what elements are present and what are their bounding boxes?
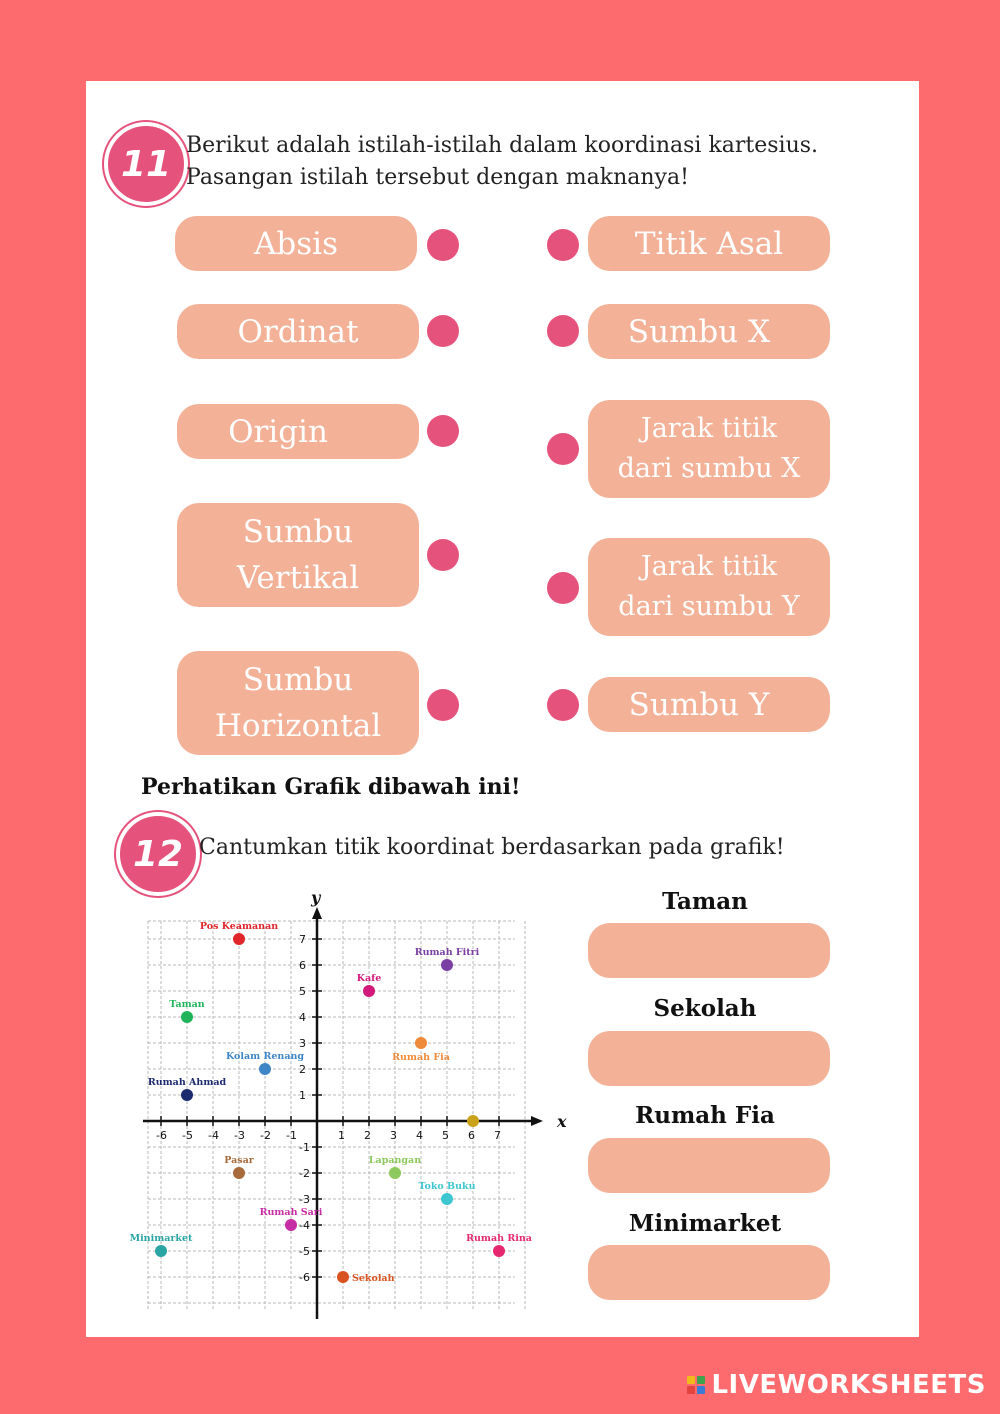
point-kolam-renang [259,1063,271,1075]
x-tick-label: -2 [260,1129,271,1142]
term-text: Vertikal [236,560,360,596]
point-minimarket [155,1245,167,1257]
term-origin [177,404,419,459]
question-number: 11 [120,143,172,185]
logo-square [687,1386,695,1394]
point-label: Pasar [224,1155,254,1166]
point-label: Rumah Rina [466,1233,532,1244]
x-tick-label: -4 [208,1129,219,1142]
point-label: Kolam Renang [225,1051,305,1062]
y-tick-label: 3 [299,1037,306,1050]
question-11-instruction [186,130,818,194]
match-dot-right-4[interactable] [547,572,579,604]
logo-square [697,1376,705,1384]
point-kafe [363,985,375,997]
meaning-text: Jarak titik [640,413,778,444]
y-tick-label: 1 [299,1089,306,1102]
x-tick-label: 5 [442,1129,449,1142]
y-tick-label: -3 [299,1193,310,1206]
term-text: Horizontal [214,708,382,744]
y-tick-label: 7 [299,933,306,946]
question-12-instruction: Cantumkan titik koordinat berdasarkan pada grafik! [199,835,785,860]
brand-text: LIVEWORKSHEETS [711,1370,986,1400]
answer-label-sekolah: Sekolah [653,995,757,1022]
answer-input-taman[interactable] [588,923,830,978]
point-unlabeled [467,1115,479,1127]
meaning-jarak-sumbu-y [588,538,830,636]
match-dot-right-3[interactable] [547,433,579,465]
point-label: Kafe [356,973,382,984]
meaning-sumbu-y [588,677,830,732]
point-sekolah [337,1271,349,1283]
point-taman [181,1011,193,1023]
y-axis-label: y [311,888,321,907]
term-absis [175,216,417,271]
answer-input-minimarket[interactable] [588,1245,830,1300]
term-text: Origin [228,413,328,450]
meaning-text: Sumbu Y [628,686,770,723]
section-heading: Perhatikan Grafik dibawah ini! [141,774,521,800]
point-label: Pos Keamanan [199,921,279,932]
point-pasar [233,1167,245,1179]
x-tick-label: -6 [156,1129,167,1142]
term-sumbu-vertikal [177,503,419,607]
logo-square [697,1386,705,1394]
point-pos-keamanan [233,933,245,945]
match-dot-left-1[interactable] [427,229,459,261]
meaning-jarak-sumbu-x [588,400,830,498]
point-label: Rumah Sari [259,1207,323,1218]
term-text: Absis [254,225,338,262]
match-dot-right-1[interactable] [547,229,579,261]
match-dot-left-4[interactable] [427,539,459,571]
answer-label-minimarket: Minimarket [628,1210,782,1237]
x-tick-label: -1 [286,1129,297,1142]
x-tick-label: -3 [234,1129,245,1142]
point-label: Taman [169,999,205,1010]
y-tick-label: 6 [299,959,306,972]
y-tick-label: -1 [299,1141,310,1154]
y-tick-label: 2 [299,1063,306,1076]
point-toko-buku [441,1193,453,1205]
point-label: Toko Buku [418,1181,476,1192]
x-tick-label: 4 [416,1129,423,1142]
x-tick-label: 6 [468,1129,475,1142]
y-tick-label: -5 [299,1245,310,1258]
y-tick-label: 5 [299,985,306,998]
meaning-titik-asal [588,216,830,271]
point-rumah-fitri [441,959,453,971]
y-axis-arrow [312,907,322,919]
liveworksheets-logo[interactable] [687,1370,986,1400]
x-axis-label: x [557,1112,567,1131]
meaning-text: Titik Asal [634,225,784,262]
instruction-line-1: Berikut adalah istilah-istilah dalam koordinasi kartesius. [186,133,819,158]
point-label: Lapangan [368,1155,422,1166]
x-tick-label: 1 [338,1129,345,1142]
x-tick-label: 7 [494,1129,501,1142]
point-label: Rumah Fitri [414,947,480,958]
instruction-line-2: Pasangan istilah tersebut dengan maknanya! [186,165,689,190]
point-rumah-ahmad [181,1089,193,1101]
match-dot-right-2[interactable] [547,315,579,347]
point-lapangan [389,1167,401,1179]
term-text: Ordinat [237,313,359,350]
y-tick-label: -2 [299,1167,310,1180]
meaning-text: Jarak titik [640,551,778,582]
term-sumbu-horizontal [177,651,419,755]
answer-input-rumah-fia[interactable] [588,1138,830,1193]
logo-square [687,1376,695,1384]
point-label: Rumah Ahmad [147,1077,227,1088]
y-tick-label: -6 [299,1271,310,1284]
match-dot-right-5[interactable] [547,689,579,721]
answer-input-sekolah[interactable] [588,1031,830,1086]
point-rumah-sari [285,1219,297,1231]
question-11-badge [104,122,188,206]
meaning-sumbu-x [588,304,830,359]
term-text: Sumbu [242,662,354,698]
x-tick-label: 3 [390,1129,397,1142]
point-label: Minimarket [129,1233,193,1244]
term-text: Sumbu [242,514,354,550]
point-label: Rumah Fia [392,1052,450,1063]
match-dot-left-5[interactable] [427,689,459,721]
meaning-text: dari sumbu X [617,453,801,484]
meaning-text: dari sumbu Y [618,591,800,622]
liveworksheets-icon [687,1376,705,1394]
term-ordinat [177,304,419,359]
answer-label-rumah-fia: Rumah Fia [635,1102,775,1129]
answer-label-taman: Taman [662,888,748,915]
point-rumah-rina [493,1245,505,1257]
question-number: 12 [132,833,184,875]
x-tick-label: 2 [364,1129,371,1142]
match-dot-left-3[interactable] [427,415,459,447]
point-label: Sekolah [352,1273,395,1284]
coordinate-chart [129,878,567,1310]
point-rumah-fia [415,1037,427,1049]
x-tick-label: -5 [182,1129,193,1142]
meaning-text: Sumbu X [627,313,771,350]
x-axis-arrow [531,1116,543,1126]
y-tick-label: 4 [299,1011,306,1024]
y-tick-label: -4 [299,1219,310,1232]
match-dot-left-2[interactable] [427,315,459,347]
